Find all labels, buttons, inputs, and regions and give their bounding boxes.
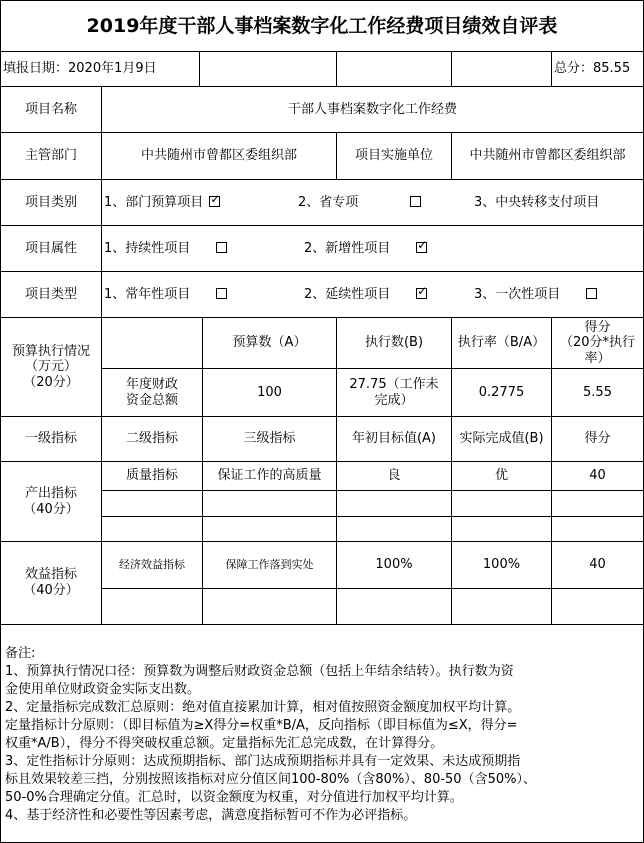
- exec-header: 执行数(B): [336, 317, 452, 369]
- category-label: 项目类别: [0, 179, 102, 226]
- blank-cell: [451, 516, 552, 542]
- checkbox-empty-icon[interactable]: [586, 288, 597, 299]
- budget-row-label-line1: 年度财政: [125, 376, 178, 392]
- attribute-option-1[interactable]: [104, 241, 304, 257]
- blank-cell: [202, 490, 337, 517]
- rate-value: 0.2775: [451, 368, 552, 417]
- blank-cell: [101, 516, 203, 542]
- benefit-row-level3: 保障工作落到实处: [202, 541, 337, 589]
- blank-cell: [451, 588, 552, 625]
- notes-heading: 备注:: [5, 646, 36, 661]
- notes-line: 1、预算执行情况口径：预算数为调整后财政资金总额（包括上年结余结转）。执行数为资: [5, 664, 514, 679]
- blank-cell: [551, 588, 644, 625]
- type-options: [101, 271, 644, 318]
- rate-header: 执行率（B/A）: [451, 317, 552, 369]
- benefit-row-score: 40: [551, 541, 644, 589]
- benefit-row-level2: 经济效益指标: [101, 541, 203, 589]
- benefit-row-target: 100%: [336, 541, 452, 589]
- budget-row-label-line2: 资金总额: [125, 392, 178, 408]
- notes-line: 金使用单位财政资金实际支出数。: [5, 682, 201, 697]
- budget-label-line2: （万元）: [24, 359, 77, 375]
- category-option-2-label: 2、省专项: [298, 194, 359, 210]
- score-header-line2: （20分*执行率）: [559, 335, 636, 366]
- dept-label: 主管部门: [0, 132, 102, 180]
- notes-line: 50-0%合理确定分值。汇总时，以资金额度为权重，对分值进行加权平均计算。: [5, 790, 463, 805]
- benefit-label-line1: 效益指标: [24, 567, 77, 583]
- target-header: 年初目标值(A): [336, 416, 452, 462]
- blank-cell: [336, 490, 452, 517]
- category-option-2[interactable]: [284, 195, 466, 211]
- level1-header: 一级指标: [0, 416, 102, 462]
- output-row-score: 40: [551, 461, 644, 491]
- checkbox-empty-icon[interactable]: [216, 242, 227, 253]
- total-score: 总分：85.55: [551, 51, 644, 87]
- type-option-2[interactable]: [304, 287, 474, 303]
- blank-cell: [101, 490, 203, 517]
- output-label-line1: 产出指标: [24, 485, 77, 501]
- type-option-1-label: 1、常年性项目: [104, 286, 191, 302]
- type-option-2-label: 2、延续性项目: [304, 286, 391, 302]
- level3-header: 三级指标: [202, 416, 337, 462]
- output-row-level2: 质量指标: [101, 461, 203, 491]
- checkbox-checked-icon[interactable]: [416, 288, 427, 299]
- output-label-line2: （40分）: [23, 501, 79, 517]
- attribute-option-1-label: 1、持续性项目: [104, 240, 191, 256]
- checkbox-checked-icon[interactable]: [209, 196, 220, 207]
- notes-line: 2、定量指标完成数汇总原则：绝对值直接累加计算，相对值按照资金额度加权平均计算。: [5, 700, 521, 715]
- category-options: [101, 179, 644, 226]
- notes-section: [0, 624, 644, 843]
- score-header-line1: 得分: [584, 319, 611, 335]
- attribute-label: 项目属性: [0, 225, 102, 272]
- type-label: 项目类型: [0, 271, 102, 318]
- fill-date: 填报日期：2020年1月9日: [0, 51, 200, 87]
- score-header: [551, 317, 644, 369]
- score-col-header: 得分: [551, 416, 644, 462]
- notes-line: 权重*A/B），得分不得突破权重总额。定量指标先汇总完成数，在计算得分。: [5, 736, 444, 751]
- type-option-3[interactable]: [474, 287, 597, 303]
- checkbox-checked-icon[interactable]: [416, 242, 427, 253]
- unit-value: 中共随州市曾都区委组织部: [451, 132, 644, 180]
- project-name-label: 项目名称: [0, 86, 102, 133]
- category-option-3: 3、中央转移支付项目: [474, 194, 600, 210]
- exec-value-line1: 27.75（工作未: [349, 376, 439, 392]
- dept-value: 中共随州市曾都区委组织部: [101, 132, 337, 180]
- notes-line: 标且效果较差三挡，分别按照该指标对应分值区间100-80%（含80%）、80-50（含50%）、: [5, 772, 536, 787]
- page-title: 2019年度干部人事档案数字化工作经费项目绩效自评表: [0, 0, 644, 52]
- budget-row-label: [101, 368, 203, 417]
- budget-value: 100: [202, 368, 337, 417]
- blank-cell: [551, 516, 644, 542]
- blank-cell: [202, 588, 337, 625]
- budget-label-line3: （20分）: [23, 374, 79, 390]
- attribute-option-2[interactable]: [304, 241, 427, 257]
- unit-label: 项目实施单位: [336, 132, 452, 180]
- blank-cell: [202, 516, 337, 542]
- exec-value: [336, 368, 452, 417]
- type-option-3-label: 3、一次性项目: [474, 286, 561, 302]
- actual-header: 实际完成值(B): [451, 416, 552, 462]
- notes-line: 定量指标计分原则：（即目标值为≥X得分=权重*B/A，反向指标（即目标值为≤X，得分=: [5, 718, 518, 733]
- type-option-1[interactable]: [104, 287, 304, 303]
- notes-line: 3、定性指标计分原则：达成预期指标、部门达成预期指标并具有一定效果、未达成预期指: [5, 754, 521, 769]
- output-row-actual: 优: [451, 461, 552, 491]
- category-option-1[interactable]: [104, 195, 284, 211]
- blank-cell: [336, 516, 452, 542]
- checkbox-empty-icon[interactable]: [216, 288, 227, 299]
- attribute-options: [101, 225, 644, 272]
- benefit-row-actual: 100%: [451, 541, 552, 589]
- score-value: 5.55: [551, 368, 644, 417]
- notes-line: 4、基于经济性和必要性等因素考虑，满意度指标暂可不作为必评指标。: [5, 808, 417, 823]
- blank-cell: [451, 51, 552, 87]
- blank-cell: [451, 490, 552, 517]
- output-row-level3: 保证工作的高质量: [202, 461, 337, 491]
- blank-cell: [199, 51, 337, 87]
- exec-value-line2: 完成）: [374, 392, 414, 408]
- output-row-target: 良: [336, 461, 452, 491]
- attribute-option-2-label: 2、新增性项目: [304, 240, 391, 256]
- benefit-label-line2: （40分）: [23, 583, 79, 598]
- checkbox-empty-icon[interactable]: [410, 196, 421, 207]
- budget-label-line1: 预算执行情况: [11, 343, 90, 359]
- level2-header: 二级指标: [101, 416, 203, 462]
- project-name-value: 干部人事档案数字化工作经费: [101, 86, 644, 133]
- output-indicator-label: [0, 461, 102, 542]
- blank-cell: [336, 51, 452, 87]
- category-option-1-label: 1、部门预算项目: [104, 194, 204, 210]
- budget-header: 预算数（A）: [202, 317, 337, 369]
- benefit-indicator-label: [0, 541, 102, 625]
- blank-cell: [101, 588, 203, 625]
- blank-cell: [336, 588, 452, 625]
- budget-label: [0, 317, 102, 417]
- blank-cell: [101, 317, 203, 369]
- blank-cell: [551, 490, 644, 517]
